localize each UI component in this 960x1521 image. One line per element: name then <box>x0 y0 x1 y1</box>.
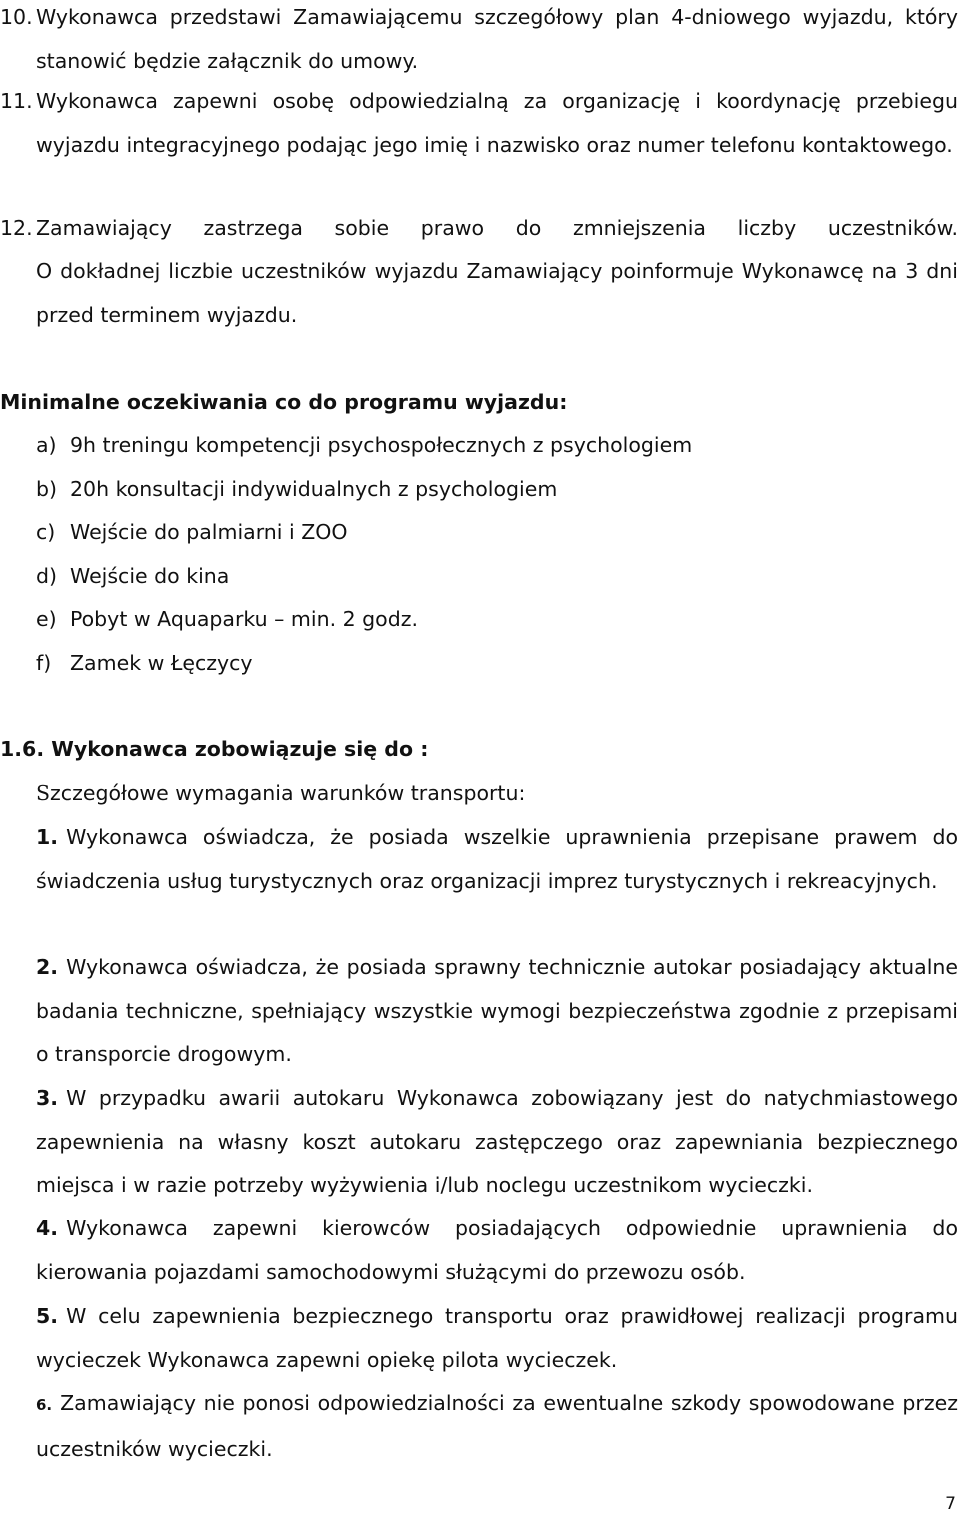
page-number: 7 <box>945 1494 956 1514</box>
subheading-text: zczegółowe wymagania warunków transportu: <box>50 781 526 805</box>
program-list <box>36 424 692 685</box>
item-number: 11. <box>0 89 33 113</box>
requirement-number: 4. <box>36 1216 59 1240</box>
list-text: Pobyt w Aquaparku – min. 2 godz. <box>70 607 418 631</box>
list-letter: b) <box>36 476 58 501</box>
list-text: 9h treningu kompetencji psychospołecznych z psychologiem <box>70 433 693 457</box>
requirement-item-4 <box>36 1207 958 1294</box>
requirement-number: 2. <box>36 955 59 979</box>
requirement-item-5 <box>36 1295 958 1382</box>
requirement-text: W celu zapewnienia bezpiecznego transportu oraz prawidłowej realizacji programu wycieczek Wykonawca zapewni opiekę pilota wycieczek. <box>36 1304 958 1372</box>
requirement-text: W przypadku awarii autokaru Wykonawca zobowiązany jest do natychmiastowego zapewnienia na własny koszt autokaru zastępczego oraz zapewniania bezpiecznego miejsca i w razie potrzeby wyżywienia i/lub noclegu uczestnikom wycieczki. <box>36 1086 958 1197</box>
numbered-item-12-continuation <box>0 250 958 337</box>
list-item <box>36 424 692 468</box>
transport-requirements-subheading <box>36 772 525 816</box>
subheading-initial: S <box>36 781 51 805</box>
requirement-item-3 <box>36 1077 958 1208</box>
list-text: Zamek w Łęczycy <box>70 650 253 675</box>
item-number: 12. <box>0 216 33 240</box>
numbered-item-12 <box>0 207 958 251</box>
requirement-text: Wykonawca oświadcza, że posiada wszelkie uprawnienia przepisane prawem do świadczenia usług turystycznych oraz organizacji imprez turystycznych i rekreacyjnych. <box>36 825 958 893</box>
item-continuation-text: O dokładnej liczbie uczestników wyjazdu Zamawiający poinformuje Wykonawcę na 3 dni przed terminem wyjazdu. <box>36 259 958 327</box>
requirement-item-6 <box>36 1382 958 1471</box>
item-number: 10. <box>0 5 33 29</box>
list-text: Wejście do palmiarni i ZOO <box>70 520 348 544</box>
item-text: Wykonawca zapewni osobę odpowiedzialną za organizację i koordynację przebiegu wyjazdu integracyjnego podając jego imię i nazwisko oraz numer telefonu kontaktowego. <box>36 89 958 157</box>
list-item <box>36 642 692 686</box>
list-text: 20h konsultacji indywidualnych z psychologiem <box>70 476 558 501</box>
list-text: Wejście do kina <box>70 563 230 588</box>
requirement-text: Zamawiający nie ponosi odpowiedzialności za ewentualne szkody spowodowane przez uczestników wycieczki. <box>36 1391 958 1461</box>
requirement-item-2 <box>36 946 958 1077</box>
obligations-heading: 1.6. Wykonawca zobowiązuje się do : <box>0 737 429 761</box>
list-item <box>36 555 692 599</box>
numbered-item-10 <box>0 0 958 83</box>
list-item <box>36 468 692 512</box>
list-item <box>36 511 692 555</box>
list-letter: e) <box>36 607 57 631</box>
requirement-text: Wykonawca zapewni kierowców posiadających odpowiednie uprawnienia do kierowania pojazdami samochodowymi służącymi do przewozu osób. <box>36 1216 958 1284</box>
item-text: Zamawiający zastrzega sobie prawo do zmniejszenia liczby uczestników. <box>36 216 958 240</box>
program-heading: Minimalne oczekiwania co do programu wyjazdu: <box>0 390 568 414</box>
requirement-text: Wykonawca oświadcza, że posiada sprawny technicznie autokar posiadający aktualne badania techniczne, spełniający wszystkie wymogi bezpieczeństwa zgodnie z przepisami o transporcie drogowym. <box>36 955 958 1066</box>
list-letter: d) <box>36 563 58 588</box>
requirement-number: 5. <box>36 1304 59 1328</box>
requirement-number: 1. <box>36 825 59 849</box>
requirement-item-1 <box>36 816 958 903</box>
list-letter: f) <box>36 650 52 675</box>
list-item <box>36 598 692 642</box>
item-text: Wykonawca przedstawi Zamawiającemu szczegółowy plan 4-dniowego wyjazdu, który stanowić będzie załącznik do umowy. <box>36 5 958 73</box>
list-letter: c) <box>36 520 56 544</box>
list-letter: a) <box>36 433 57 457</box>
numbered-item-11 <box>0 80 958 167</box>
requirement-number: 3. <box>36 1086 59 1110</box>
requirement-number: 6. <box>36 1396 53 1414</box>
